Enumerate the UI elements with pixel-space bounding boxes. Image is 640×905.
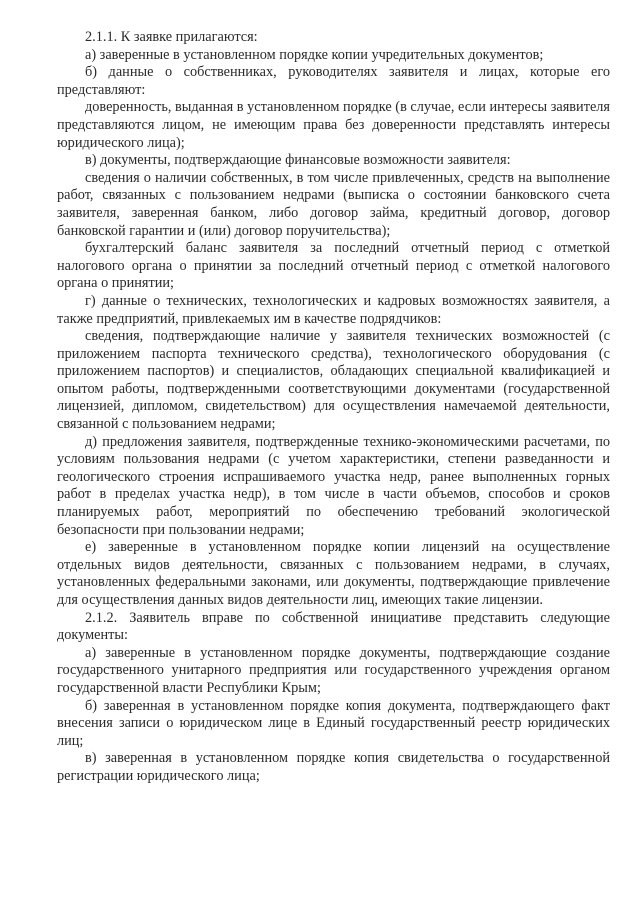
item-b-registry-record: б) заверенная в установленном порядке копия документа, подтверждающего факт внесения записи о юридическом лице в Единый государственный реестр юридических лиц; (57, 697, 610, 749)
item-a-founding-documents: а) заверенные в установленном порядке копии учредительных документов; (85, 46, 544, 63)
item-v-financial-documents: в) документы, подтверждающие финансовые возможности заявителя: (85, 152, 511, 169)
section-heading-2-1-2: 2.1.2. Заявитель вправе по собственной инициативе представить следующие документы: (57, 609, 610, 644)
item-g-technical-capabilities: г) данные о технических, технологических и кадровых возможностях заявителя, а также предприятий, привлекаемых им в качестве подрядчиков: (57, 292, 610, 327)
item-b-owners-data: б) данные о собственниках, руководителях заявителя и лицах, которые его представляют: (57, 64, 610, 98)
technical-capabilities-details: сведения, подтверждающие наличие у заявителя технических возможностей (с приложением паспорта технического средства), технологического оборудования (с приложением паспортов) и специалистов, обладающих специальной квалификацией и опытом работы, подтвержденными соответствующими документами (государственной лицензией, дипломом, свидетельством) для осуществления намечаемой деятельности, связанной с пользованием недрами; (57, 328, 610, 433)
item-e-licenses: е) заверенные в установленном порядке копии лицензий на осуществление отдельных видов деятельности, связанных с пользованием недрами, в случаях, установленных федеральными законами, или документы, подтверждающие привлечение для осуществления данных видов деятельности лиц, имеющих такие лицензии. (57, 539, 610, 608)
power-of-attorney-paragraph: доверенность, выданная в установленном порядке (в случае, если интересы заявителя представляются лицом, не имеющим права без доверенности представлять интересы юридического лица); (57, 99, 611, 151)
own-funds-paragraph: сведения о наличии собственных, в том числе привлеченных, средств на выполнение работ, связанных с пользованием недрами (выписка о состоянии банковского счета заявителя, заверенная банком, либо договор займа, кредитный договор, договор банковской гарантии и (или) договор поручительства); (57, 169, 610, 239)
section-heading-2-1-1: 2.1.1. К заявке прилагаются: (85, 29, 258, 45)
item-a-state-enterprise: а) заверенные в установленном порядке документы, подтверждающие создание государственного унитарного предприятия или государственного учреждения органом государственной власти Республики Крым; (57, 644, 610, 696)
item-d-proposals: д) предложения заявителя, подтвержденные технико-экономическими расчетами, по условиям пользования недрами (с учетом характеристики, степени разведанности и геологического строения испрашиваемого участка недр, ранее выполненных горных работ в пределах участка недр), в том числе в части объемов, способов и сроков планируемых работ, мероприятий по обеспечению требований экологической безопасности при пользовании недрами; (57, 433, 610, 538)
item-v-registration-certificate: в) заверенная в установленном порядке копия свидетельства о государственной регистрации юридического лица; (57, 750, 610, 784)
balance-sheet-paragraph: бухгалтерский баланс заявителя за последний отчетный период с отметкой налогового органа о принятии за последний отчетный период с отметкой налогового органа о принятии; (57, 240, 610, 292)
